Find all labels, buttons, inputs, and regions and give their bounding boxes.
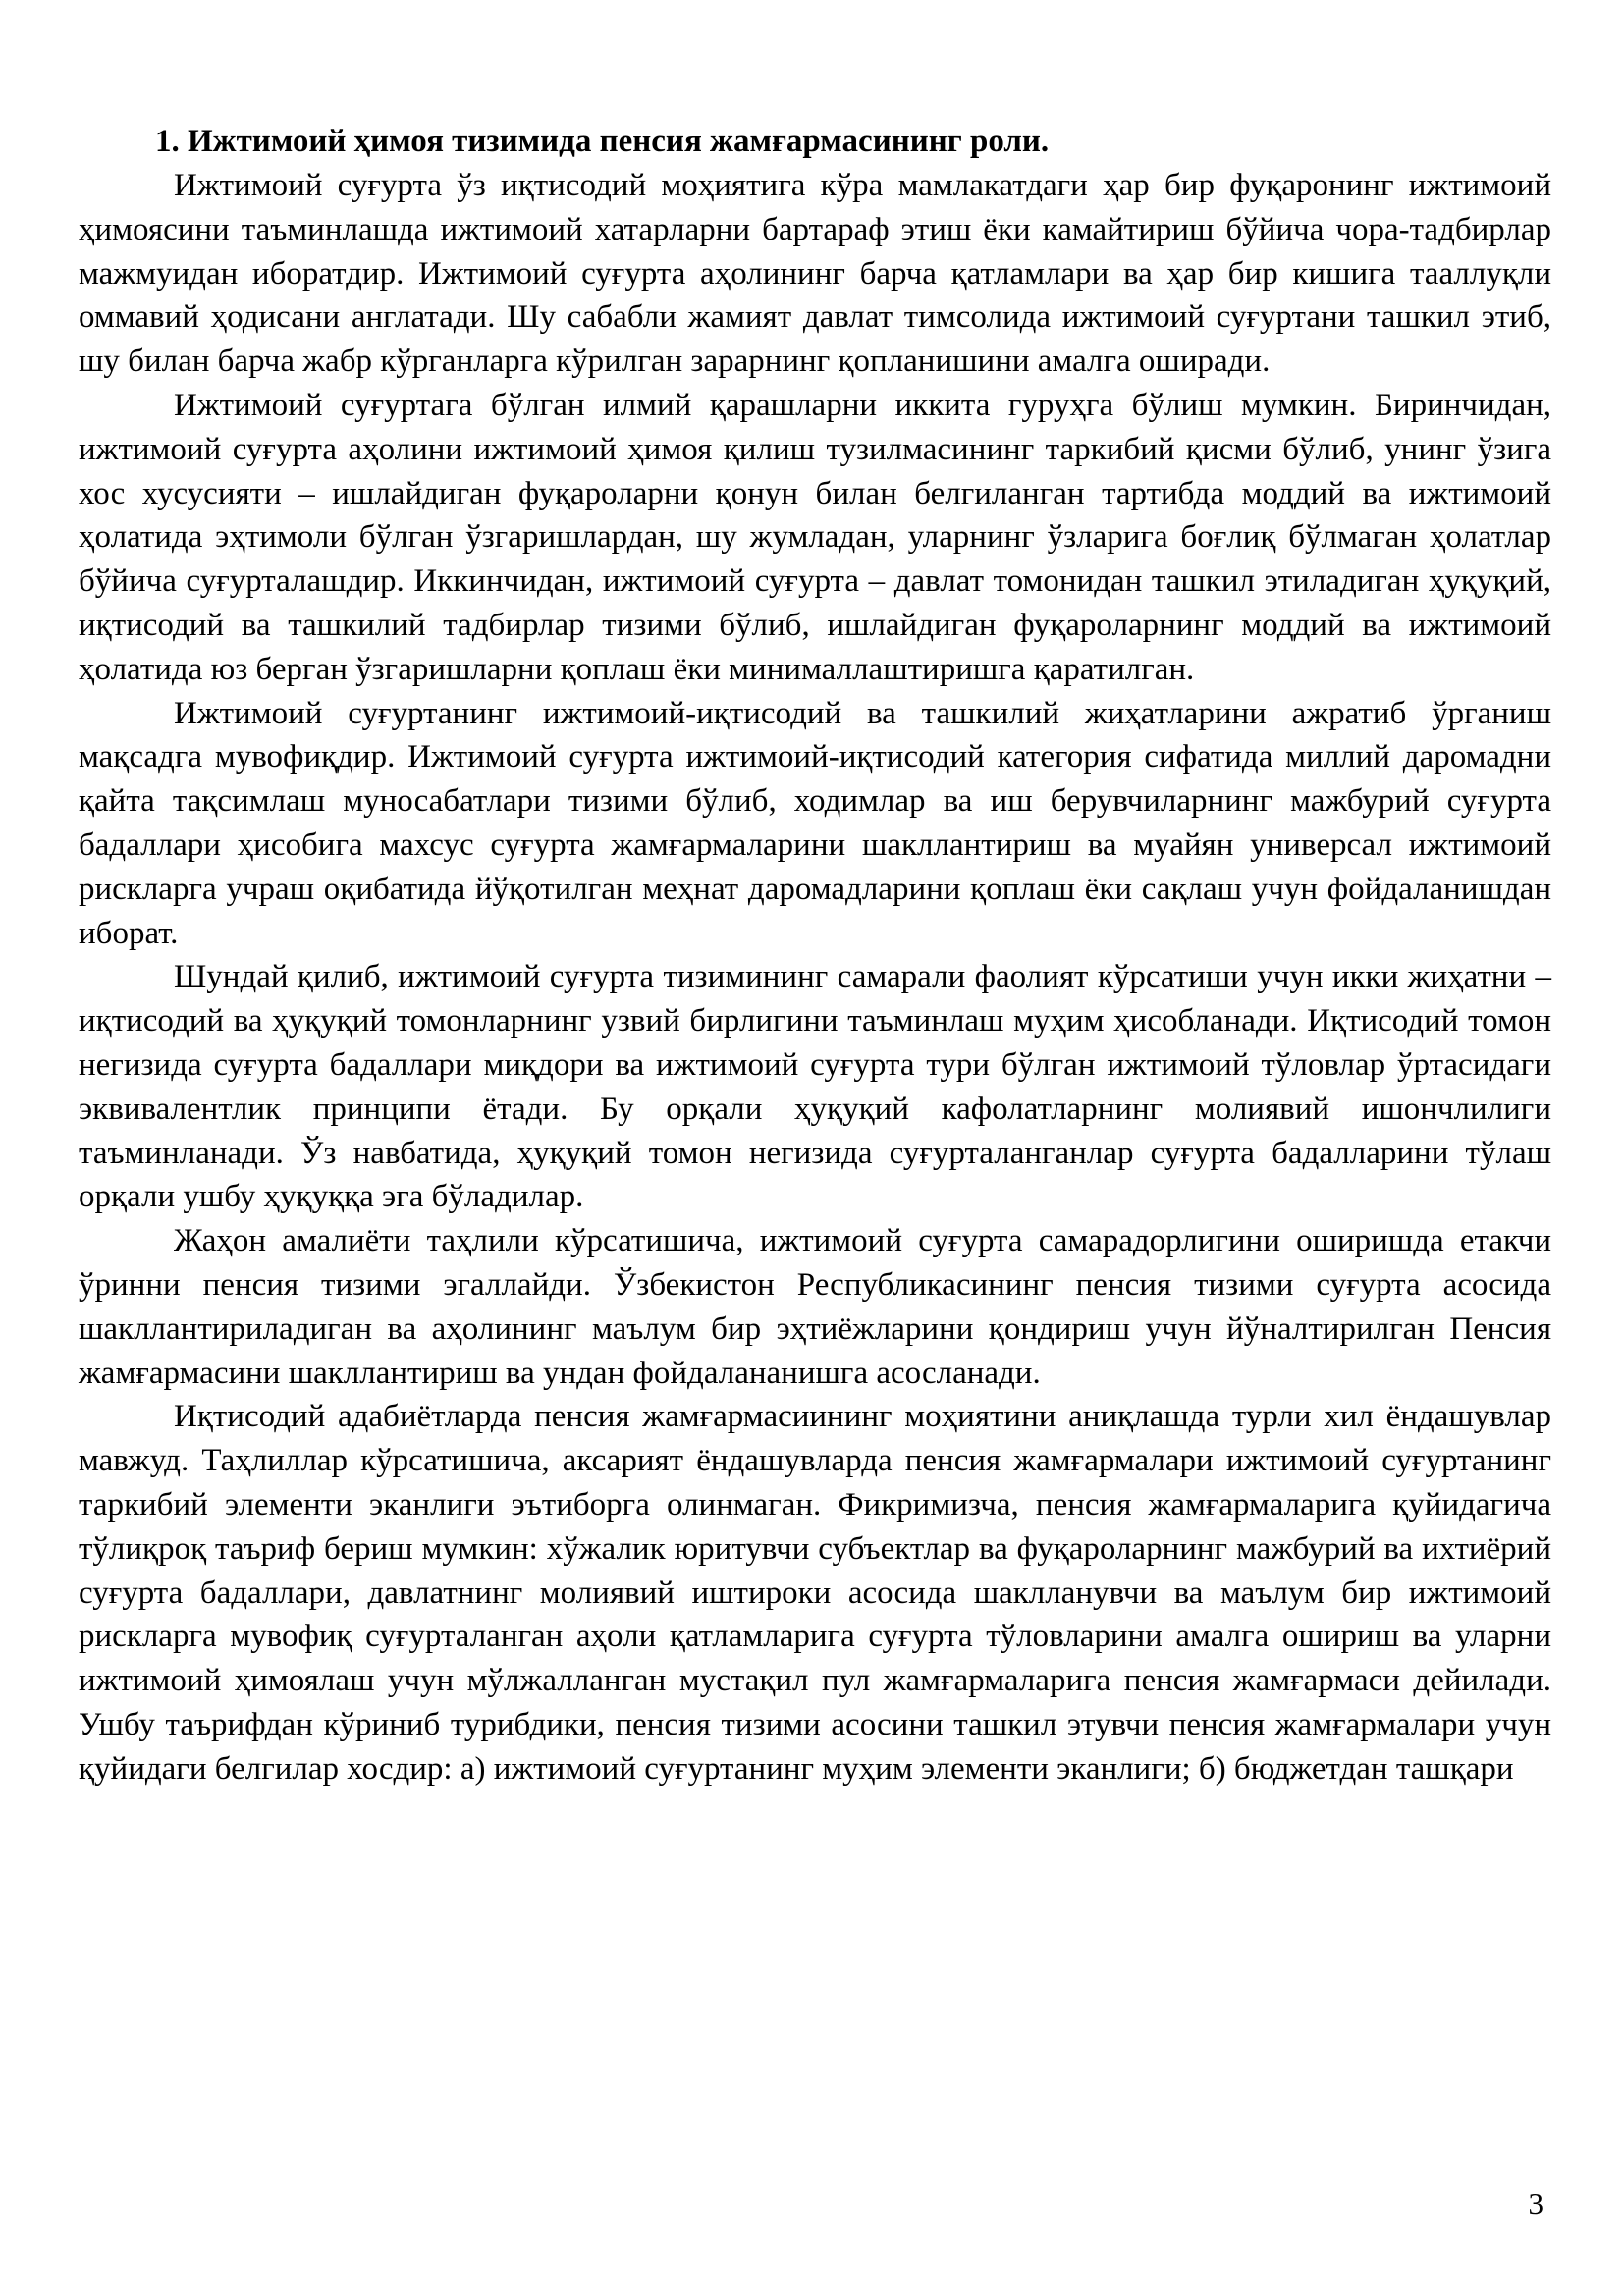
paragraph-6: Иқтисодий адабиётларда пенсия жамғармасиининг моҳиятини аниқлашда турли хил ёндашувлар мавжуд. Таҳлиллар кўрсатишича, аксарият ёндашувларда пенсия жамғармалари ижтимоий суғуртанинг таркибий элементи эканлиги эътиборга олинмаган. Фикримизча, пенсия жамғармаларига қуйидагича тўлиқроқ таъриф бериш мумкин: хўжалик юритувчи субъектлар ва фуқароларнинг мажбурий ва ихтиёрий суғурта бадаллари, давлатнинг молиявий иштироки асосида шаклланувчи ва маълум бир ижтимоий рискларга мувофиқ суғурталанган аҳоли қатламларига суғурта тўловларини амалга ошириш ва уларни ижтимоий ҳимоялаш учун мўлжалланган мустақил пул жамғармаларига пенсия жамғармаси дейилади. Ушбу таърифдан кўриниб турибдики, пенсия тизими асосини ташкил этувчи пенсия жамғармалари учун қуйидаги белгилар хосдир: а) ижтимоий суғуртанинг муҳим элементи эканлиги; б) бюджетдан ташқари xyxy=(79,1399,1551,1787)
paragraph-4: Шундай қилиб, ижтимоий суғурта тизимининг самарали фаолият кўрсатиши учун икки жиҳатни – иқтисодий ва ҳуқуқий томонларнинг узвий бирлигини таъминлаш муҳим ҳисобланади. Иқтисодий томон негизида суғурта бадаллари миқдори ва ижтимоий суғурта тури бўлган ижтимоий тўловлар ўртасидаги эквивалентлик принципи ётади. Бу орқали ҳуқуқий кафолатларнинг молиявий ишончлилиги таъминланади. Ўз навбатида, ҳуқуқий томон негизида суғурталанганлар суғурта бадалларини тўлаш орқали ушбу ҳуқуққа эга бўладилар. xyxy=(79,959,1551,1215)
paragraph-5: Жаҳон амалиёти таҳлили кўрсатишича, ижтимоий суғурта самарадорлигини оширишда етакчи ўринни пенсия тизими эгаллайди. Ўзбекистон Республикасининг пенсия тизими суғурта асосида шакллантириладиган ва аҳолининг маълум бир эҳтиёжларини қондириш учун йўналтирилган Пенсия жамғармасини шакллантириш ва ундан фойдалананишга асосланади. xyxy=(79,1223,1551,1391)
section-heading: 1. Ижтимоий ҳимоя тизимида пенсия жамғармасининг роли. xyxy=(155,124,1050,159)
paragraph-1: Ижтимоий суғурта ўз иқтисодий моҳиятига кўра мамлакатдаги ҳар бир фуқаронинг ижтимоий ҳимоясини таъминлашда ижтимоий хатарларни бартараф этиш ёки камайтириш бўйича чора-тадбирлар мажмуидан иборатдир. Ижтимоий суғурта аҳолининг барча қатламлари ва ҳар бир кишига тааллуқли оммавий ҳодисани англатади. Шу сабабли жамият давлат тимсолида ижтимоий суғуртани ташкил этиб, шу билан барча жабр кўрганларга кўрилган зарарнинг қопланишини амалга оширади. xyxy=(79,168,1551,380)
paragraph-2: Ижтимоий суғуртага бўлган илмий қарашларни иккита гуруҳга бўлиш мумкин. Биринчидан, ижтимоий суғурта аҳолини ижтимоий ҳимоя қилиш тузилмасининг таркибий қисми бўлиб, унинг ўзига хос хусусияти – ишлайдиган фуқароларни қонун билан белгиланган тартибда моддий ва ижтимоий ҳолатида эҳтимоли бўлган ўзгаришлардан, шу жумладан, уларнинг ўзларига боғлиқ бўлмаган ҳолатлар бўйича суғурталашдир. Иккинчидан, ижтимоий суғурта – давлат томонидан ташкил этиладиган ҳуқуқий, иқтисодий ва ташкилий тадбирлар тизими бўлиб, ишлайдиган фуқароларнинг моддий ва ижтимоий ҳолатида юз берган ўзгаришларни қоплаш ёки минималлаштиришга қаратилган. xyxy=(79,387,1551,687)
document-page xyxy=(79,120,1551,1790)
paragraph-3: Ижтимоий суғуртанинг ижтимоий-иқтисодий ва ташкилий жиҳатларини ажратиб ўрганиш мақсадга мувофиқдир. Ижтимоий суғурта ижтимоий-иқтисодий категория сифатида миллий даромадни қайта тақсимлаш муносабатлари тизими бўлиб, ходимлар ва иш берувчиларнинг мажбурий суғурта бадаллари ҳисобига махсус суғурта жамғармаларини шакллантириш ва муайян универсал ижтимоий рискларга учраш оқибатида йўқотилган меҳнат даромадларини қоплаш ёки сақлаш учун фойдаланишдан иборат. xyxy=(79,695,1551,951)
page-number: 3 xyxy=(1528,2186,1543,2220)
